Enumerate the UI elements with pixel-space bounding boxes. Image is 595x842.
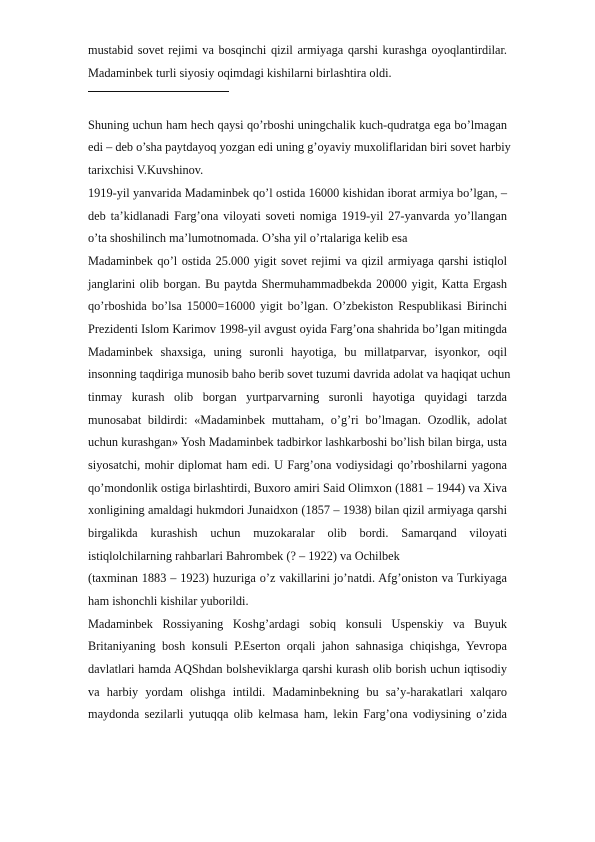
text-line: davlatlari hamda AQShdan bolsheviklarga qarshi kurash olib borish uchun iqtisodiy <box>88 662 507 676</box>
text-line: Madaminbek shaxsiga, uning suronli hayotiga, bu millatparvar, isyonkor, oqil <box>88 345 507 359</box>
text-line: Madaminbek Rossiyaning Koshg’ardagi sobiq konsuli Uspenskiy va Buyuk <box>88 617 507 631</box>
text-line: maydonda sezilarli yutuqqa olib kelmasa ham, lekin Farg’ona vodiysining o’zida <box>88 707 507 721</box>
text-line: Shuning uchun ham hech qaysi qo’rboshi uningchalik kuch-qudratga ega bo’lmagan <box>88 118 507 132</box>
text-line: Britaniyaning bosh konsuli P.Eserton orqali jahon sahnasiga chiqishga, Yevropa <box>88 639 507 653</box>
text-line: o’ta shoshilinch ma’lumotnomada. O’sha yil o’rtalariga kelib esa <box>88 231 408 245</box>
text-line: Madaminbek qo’l ostida 25.000 yigit sovet rejimi va qizil armiyaga qarshi istiqlol <box>88 254 507 268</box>
text-line: istiqlolchilarning rahbarlari Bahrombek (? – 1922) va Ochilbek <box>88 549 400 563</box>
text-line: tarixchisi V.Kuvshinov. <box>88 163 204 177</box>
text-line: edi – deb o’sha paytdayoq yozgan edi uning g’oyaviy muxoliflaridan biri sovet harbiy <box>88 140 511 154</box>
text-line: Prezidenti Islom Karimov 1998-yil avgust oyida Farg’ona shahrida bo’lgan mitingda <box>88 322 507 336</box>
text-line: tinmay kurash olib borgan yurtparvarning suronli hayotiga quyidagi tarzda <box>88 390 507 404</box>
text-line: insonning taqdiriga munosib baho berib sovet tuzumi davrida adolat va haqiqat uchun <box>88 367 511 381</box>
footnote-separator <box>88 91 229 92</box>
text-line: ham ishonchli kishilar yuborildi. <box>88 594 249 608</box>
text-line: uchun kurashgan» Yosh Madaminbek tadbirkor lashkarboshi bo’lish bilan birga, usta <box>88 435 507 449</box>
text-line: birgalikda kurashish uchun muzokaralar olib bordi. Samarqand viloyati <box>88 526 507 540</box>
text-line: (taxminan 1883 – 1923) huzuriga o’z vakillarini jo’natdi. Afg’oniston va Turkiyaga <box>88 571 507 585</box>
text-line: munosabat bildirdi: «Madaminbek muttaham, o’g’ri bo’lmagan. Ozodlik, adolat <box>88 413 507 427</box>
text-line: deb ta’kidlanadi Farg’ona viloyati soveti nomiga 1919-yil 27-yanvarda yo’llangan <box>88 209 507 223</box>
text-line: xonligining amaldagi hukmdori Junaidxon (1857 – 1938) bilan qizil armiyaga qarshi <box>88 503 507 517</box>
text-line: janglarini olib borgan. Bu paytda Shermuhammadbekda 20000 yigit, Katta Ergash <box>88 277 507 291</box>
text-line: va harbiy yordam olishga intildi. Madaminbekning bu sa’y-harakatlari xalqaro <box>88 685 507 699</box>
text-line: qo’mondonlik ostiga birlashtirdi, Buxoro amiri Said Olimxon (1881 – 1944) va Xiva <box>88 481 507 495</box>
text-line: 1919-yil yanvarida Madaminbek qo’l ostida 16000 kishidan iborat armiya bo’lgan, – <box>88 186 507 200</box>
text-line: siyosatchi, mohir diplomat ham edi. U Farg’ona vodiysidagi qo’rboshilarni yagona <box>88 458 507 472</box>
text-line: mustabid sovet rejimi va bosqinchi qizil armiyaga qarshi kurashga oyoqlantirdilar. <box>88 43 507 57</box>
text-line: Madaminbek turli siyosiy oqimdagi kishilarni birlashtira oldi. <box>88 66 392 80</box>
text-line: qo’rboshida bo’lsa 15000=16000 yigit bo’lgan. O’zbekiston Respublikasi Birinchi <box>88 299 507 313</box>
